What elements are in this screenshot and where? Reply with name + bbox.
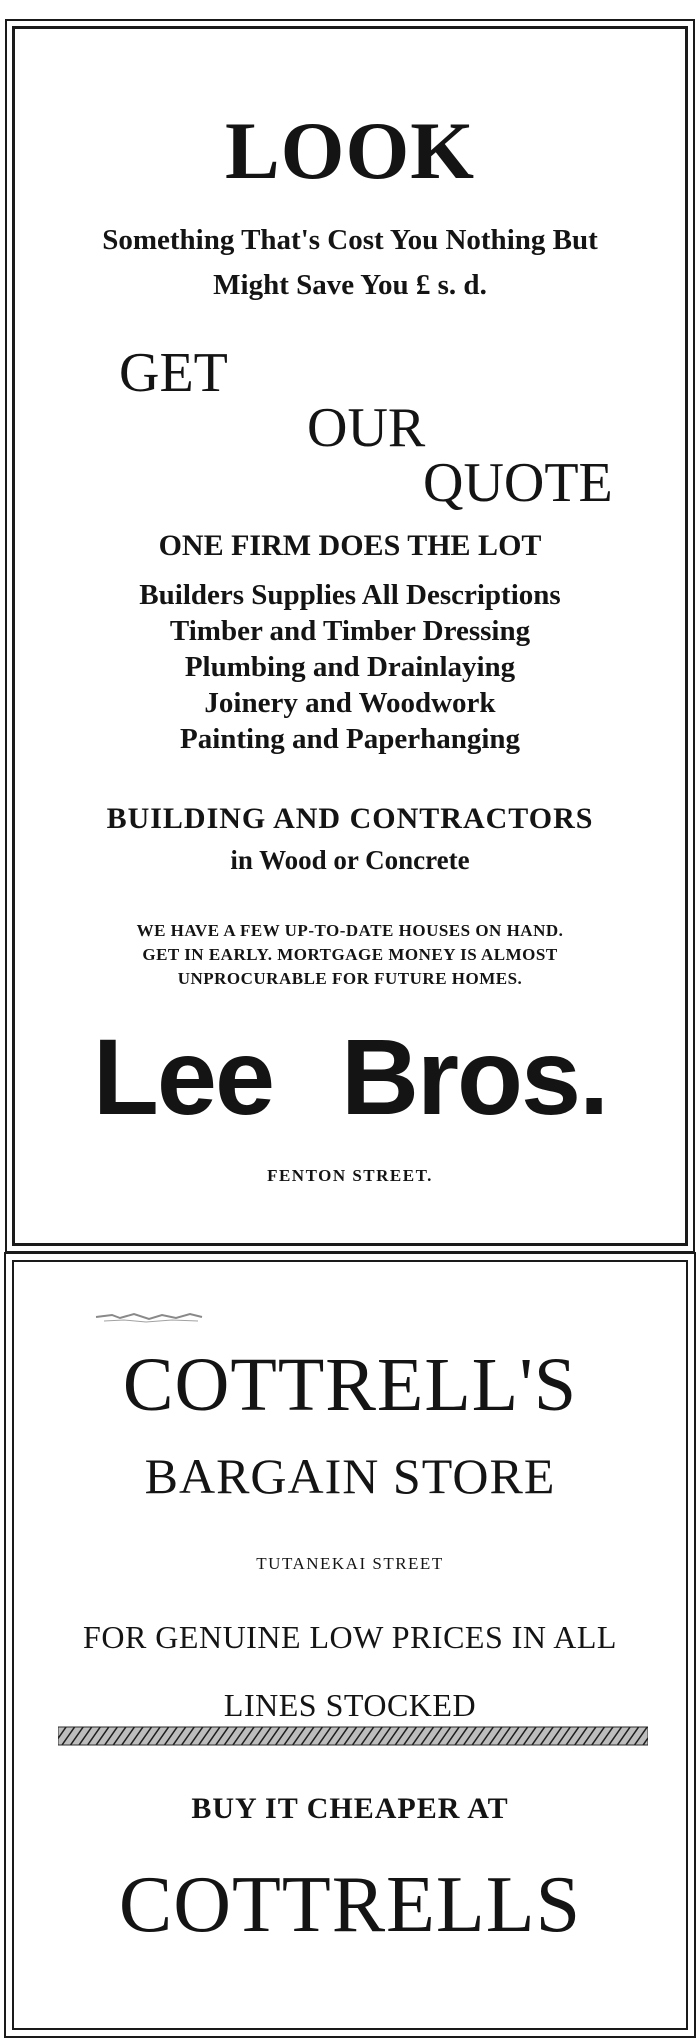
cta-our: OUR — [307, 397, 426, 459]
houses-notice — [15, 919, 685, 991]
building-heading: BUILDING AND CONTRACTORS — [106, 802, 594, 835]
building-subheading: in Wood or Concrete — [230, 845, 470, 875]
street-address: FENTON STREET. — [267, 1166, 433, 1185]
closing-store-name: COTTRELLS — [118, 1861, 582, 1949]
tagline-line-1: Something That's Cost You Nothing But — [102, 224, 598, 256]
service-item: Painting and Paperhanging — [179, 723, 521, 755]
firm-line: ONE FIRM DOES THE LOT — [158, 529, 542, 562]
cta-quote: QUOTE — [423, 452, 613, 514]
service-item: Timber and Timber Dressing — [169, 615, 531, 647]
headline-look: LOOK — [224, 105, 476, 196]
tagline-line-2: Might Save You £ s. d. — [213, 269, 487, 301]
store-type: BARGAIN STORE — [144, 1448, 556, 1504]
ornamental-rule-icon — [58, 1725, 648, 1747]
street-address: TUTANEKAI STREET — [256, 1554, 444, 1573]
cta-get: GET — [119, 342, 228, 404]
brand-name: Lee Bros. — [92, 1016, 608, 1137]
lee-bros-advertisement — [12, 26, 688, 1246]
prices-line-2: LINES STOCKED — [223, 1687, 477, 1723]
notice-line: WE HAVE A FEW UP-TO-DATE HOUSES ON HAND. — [136, 921, 564, 940]
service-item: Joinery and Woodwork — [204, 687, 496, 719]
buy-line: BUY IT CHEAPER AT — [191, 1792, 509, 1825]
print-smudge-icon — [94, 1310, 204, 1324]
notice-line: GET IN EARLY. MORTGAGE MONEY IS ALMOST — [142, 945, 558, 964]
service-item: Builders Supplies All Descriptions — [139, 579, 561, 611]
store-name: COTTRELL'S — [122, 1343, 578, 1427]
services-list — [15, 577, 685, 757]
notice-line: UNPROCURABLE FOR FUTURE HOMES. — [177, 969, 523, 988]
prices-line-1: FOR GENUINE LOW PRICES IN ALL — [83, 1619, 617, 1655]
service-item: Plumbing and Drainlaying — [184, 651, 516, 683]
cottrells-advertisement — [12, 1260, 688, 2030]
